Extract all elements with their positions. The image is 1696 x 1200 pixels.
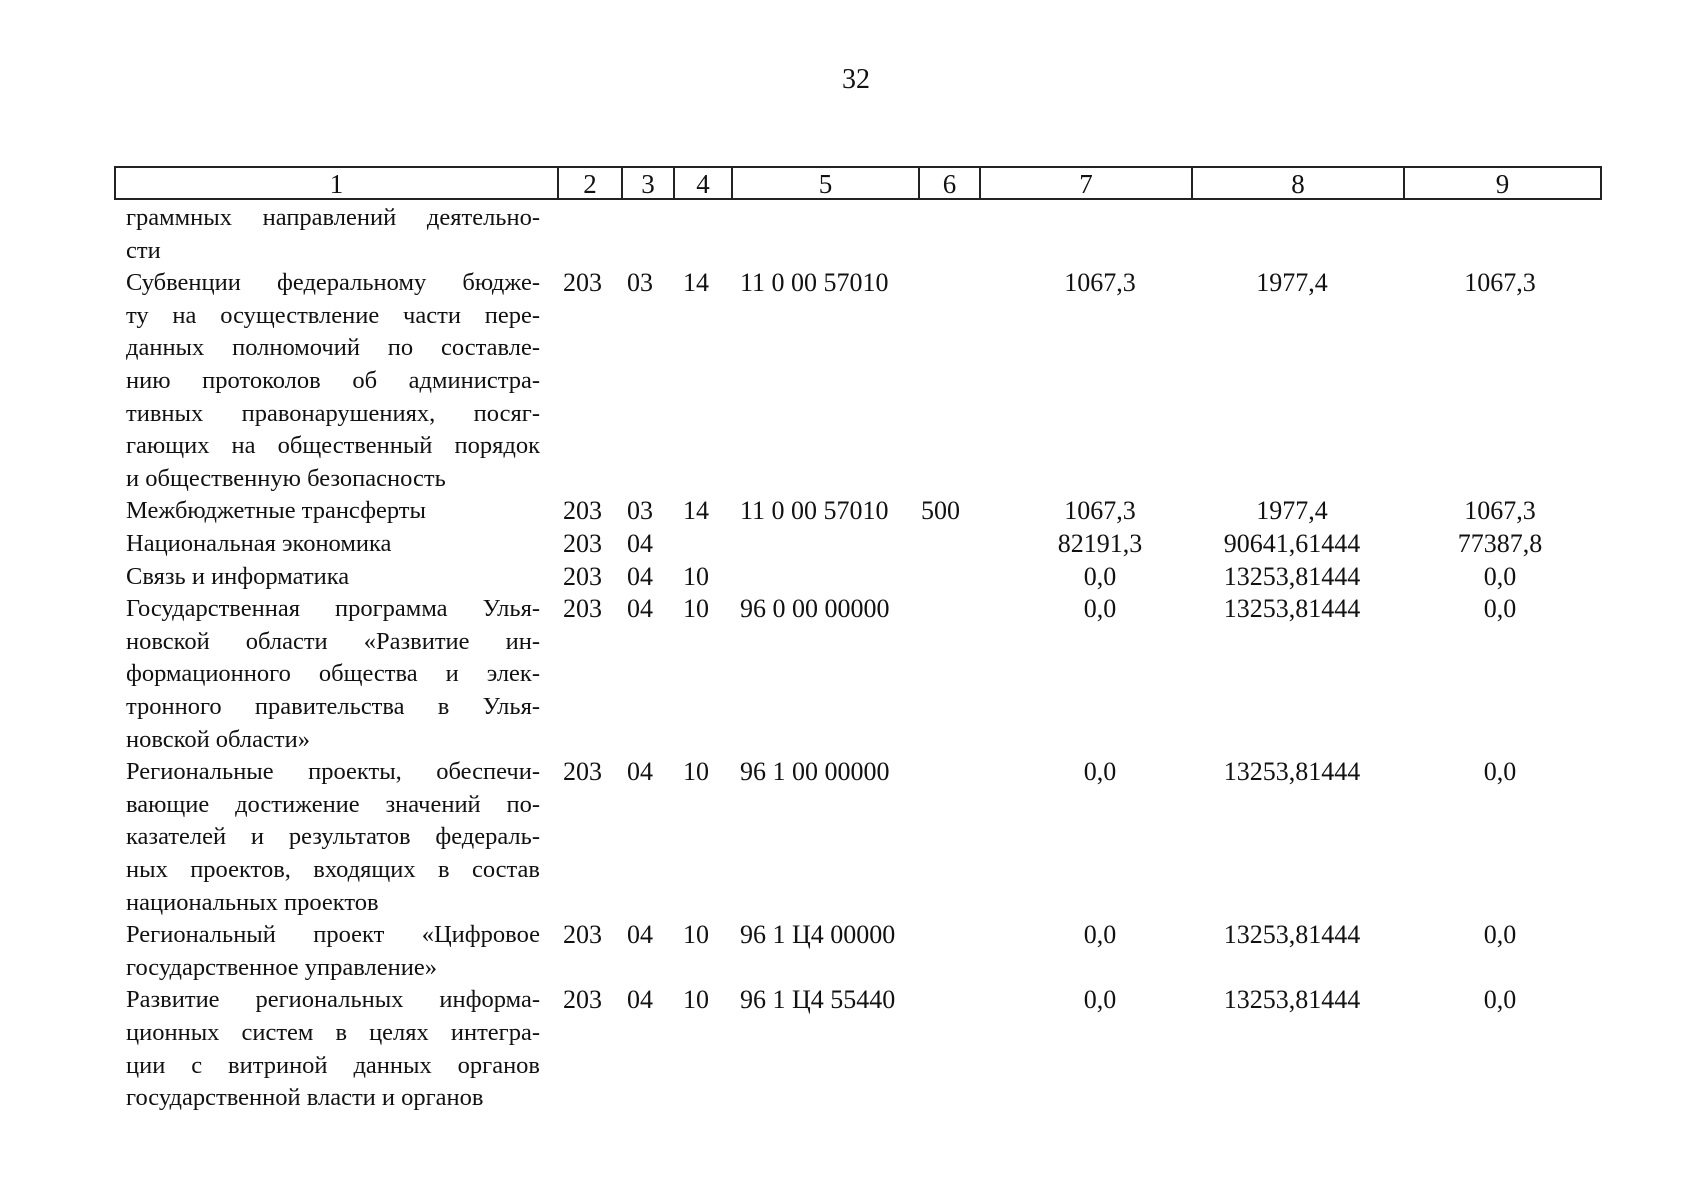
row-name-line: тивных правонарушениях, посяг- <box>126 399 540 427</box>
row-name-line: государственное управление» <box>126 953 437 981</box>
header-col-1: 1 <box>329 169 344 199</box>
row-name-line: данных полномочий по составле- <box>126 334 540 362</box>
cell-c6: 500 <box>921 496 960 526</box>
cell-c9: 1067,3 <box>1464 496 1536 526</box>
cell-c3: 04 <box>627 561 653 591</box>
cell-c7: 0,0 <box>1083 757 1117 787</box>
row-name-line: Государственная программа Улья- <box>126 595 540 623</box>
cell-c8: 90641,61444 <box>1223 529 1361 558</box>
row-name-line: тронного правительства в Улья- <box>126 692 540 720</box>
cell-c2: 203 <box>563 561 602 591</box>
cell-c4: 14 <box>683 496 709 526</box>
cell-c2: 203 <box>563 757 602 787</box>
row-name-line: ту на осуществление части пере- <box>126 301 540 329</box>
row-name-line: Связь и информатика <box>126 562 350 590</box>
header-col-9: 9 <box>1403 168 1600 198</box>
cell-c2: 203 <box>563 594 602 624</box>
cell-c5: 11 0 00 57010 <box>740 268 889 298</box>
cell-c5: 96 0 00 00000 <box>740 594 890 624</box>
header-col-6: 6 <box>918 168 979 198</box>
cell-c9: 1067,3 <box>1464 268 1536 298</box>
cell-c3: 03 <box>627 268 653 298</box>
row-name-line: Субвенции федеральному бюдже- <box>126 269 540 297</box>
cell-c9: 0,0 <box>1483 757 1517 787</box>
cell-c9: 0,0 <box>1483 594 1517 624</box>
row-name-line: ных проектов, входящих в состав <box>126 855 540 883</box>
cell-c2: 203 <box>563 529 602 558</box>
row-name-line: граммных направлений деятельно- <box>126 204 540 231</box>
header-col-8: 8 <box>1191 168 1403 198</box>
row-name-line: новской области» <box>126 725 310 753</box>
cell-c8: 13253,81444 <box>1223 920 1361 950</box>
cell-c5: 96 1 Ц4 55440 <box>740 985 896 1015</box>
cell-c9: 0,0 <box>1483 561 1517 591</box>
row-name-line: сти <box>126 236 161 264</box>
header-col-5: 5 <box>731 168 918 198</box>
cell-c7: 0,0 <box>1083 561 1117 591</box>
cell-c3: 04 <box>627 985 653 1015</box>
cell-c4: 10 <box>683 920 709 950</box>
cell-c9: 77387,8 <box>1457 529 1543 558</box>
cell-c2: 203 <box>563 268 602 298</box>
row-name-line: ционных систем в целях интегра- <box>126 1018 540 1046</box>
cell-c7: 0,0 <box>1083 985 1117 1015</box>
cell-c4: 10 <box>683 985 709 1015</box>
cell-c7: 0,0 <box>1083 920 1117 950</box>
cell-c7: 82191,3 <box>1057 529 1143 558</box>
row-name-line: вающие достижение значений по- <box>126 790 540 818</box>
cell-c8: 13253,81444 <box>1223 561 1361 591</box>
cell-c8: 13253,81444 <box>1223 757 1361 787</box>
cell-c2: 203 <box>563 920 602 950</box>
cell-c8: 1977,4 <box>1256 268 1328 298</box>
cell-c9: 0,0 <box>1483 985 1517 1015</box>
cell-c8: 13253,81444 <box>1223 985 1361 1015</box>
page-number: 32 <box>842 64 870 95</box>
row-name-line: Межбюджетные трансферты <box>126 497 426 525</box>
cell-c8: 1977,4 <box>1256 496 1328 526</box>
row-name-line: государственной власти и органов <box>126 1084 484 1112</box>
cell-c3: 04 <box>627 594 653 624</box>
row-name-line: Региональный проект «Цифровое <box>126 921 540 949</box>
cell-c5: 96 1 00 00000 <box>740 757 890 787</box>
cell-c4: 10 <box>683 561 709 591</box>
cell-c2: 203 <box>563 496 602 526</box>
row-name-line: новской области «Развитие ин- <box>126 627 540 655</box>
row-name-line: гающих на общественный порядок <box>126 432 540 460</box>
row-name-line: формационного общества и элек- <box>126 660 540 688</box>
header-col-7: 7 <box>979 168 1191 198</box>
header-col-3: 3 <box>621 168 673 198</box>
cell-c3: 03 <box>627 496 653 526</box>
cell-c2: 203 <box>563 985 602 1015</box>
table-header <box>114 166 1602 200</box>
cell-c7: 1067,3 <box>1064 496 1136 526</box>
header-col-2: 2 <box>557 168 621 198</box>
row-name-line: Национальная экономика <box>126 530 392 557</box>
row-name-line: нию протоколов об администра- <box>126 366 540 394</box>
cell-c3: 04 <box>627 920 653 950</box>
cell-c7: 1067,3 <box>1064 268 1136 298</box>
row-name-line: Развитие региональных информа- <box>126 986 540 1014</box>
header-col-4: 4 <box>673 168 731 198</box>
row-name-line: ции с витриной данных органов <box>126 1051 540 1079</box>
row-name-line: казателей и результатов федераль- <box>126 823 540 851</box>
cell-c7: 0,0 <box>1083 594 1117 624</box>
cell-c3: 04 <box>627 529 653 558</box>
row-name-line: и общественную безопасность <box>126 464 446 492</box>
cell-c5: 11 0 00 57010 <box>740 496 889 526</box>
row-name-line: национальных проектов <box>126 888 379 916</box>
cell-c4: 10 <box>683 594 709 624</box>
cell-c8: 13253,81444 <box>1223 594 1361 624</box>
cell-c3: 04 <box>627 757 653 787</box>
cell-c4: 10 <box>683 757 709 787</box>
cell-c5: 96 1 Ц4 00000 <box>740 920 896 950</box>
row-name-line: Региональные проекты, обеспечи- <box>126 758 540 786</box>
cell-c9: 0,0 <box>1483 920 1517 950</box>
cell-c4: 14 <box>683 268 709 298</box>
